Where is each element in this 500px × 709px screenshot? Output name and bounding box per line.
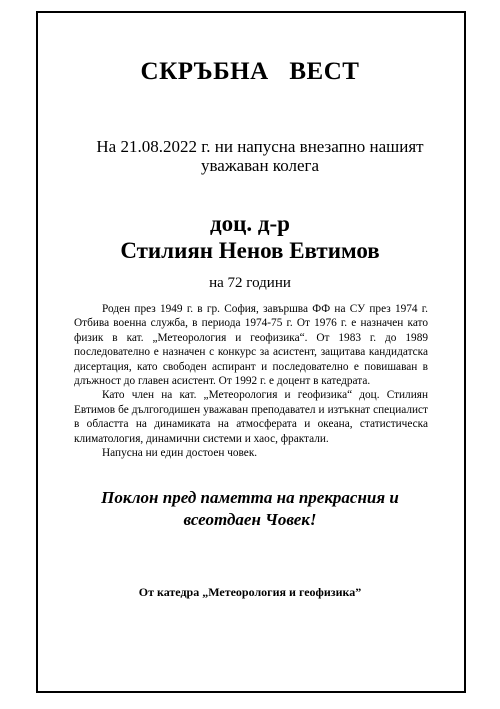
intro-line: На 21.08.2022 г. ни напусна внезапно нашият [96, 137, 424, 156]
intro-text [60, 137, 460, 175]
deceased-name-block [0, 210, 500, 264]
bio-paragraph: Роден през 1949 г. в гр. София, завършва ФФ на СУ през 1974 г. Отбива военна служба, в периода 1974-75 г. От 1976 г. е назначен като физик в кат. „Метеорология и геофизика“. От 1983 г. до 1989 последователно е назначен с конкурс за асистент, защитава кандидатска дисертация, като свободен аспирант и последователно е повишаван в длъжност до главен асистент. От 1992 г. е доцент в катедрата. [74, 303, 428, 388]
tribute-line: Поклон пред паметта на прекрасния и [101, 488, 399, 507]
page-title: СКРЪБНА ВЕСТ [140, 58, 360, 85]
biography [74, 302, 428, 460]
signature: От катедра „Метеорология и геофизика” [138, 585, 362, 599]
tribute-text [0, 487, 500, 531]
bio-paragraph: Като член на кат. „Метеорология и геофизика“ доц. Стилиян Евтимов бе дългогодишен уважаван преподавател и изтъкнат специалист в областта на динамиката на атмосферата и океана, статистическа климатология, динамични системи и хаос, фрактали. [74, 389, 428, 445]
full-name: Стилиян Ненов Евтимов [120, 238, 380, 263]
tribute-line: всеотдаен Човек! [183, 510, 317, 529]
intro-line: уважаван колега [200, 156, 320, 175]
academic-rank: доц. д-р [210, 211, 290, 236]
bio-paragraph: Напусна ни един достоен човек. [102, 447, 258, 460]
age-text: на 72 години [209, 275, 291, 291]
